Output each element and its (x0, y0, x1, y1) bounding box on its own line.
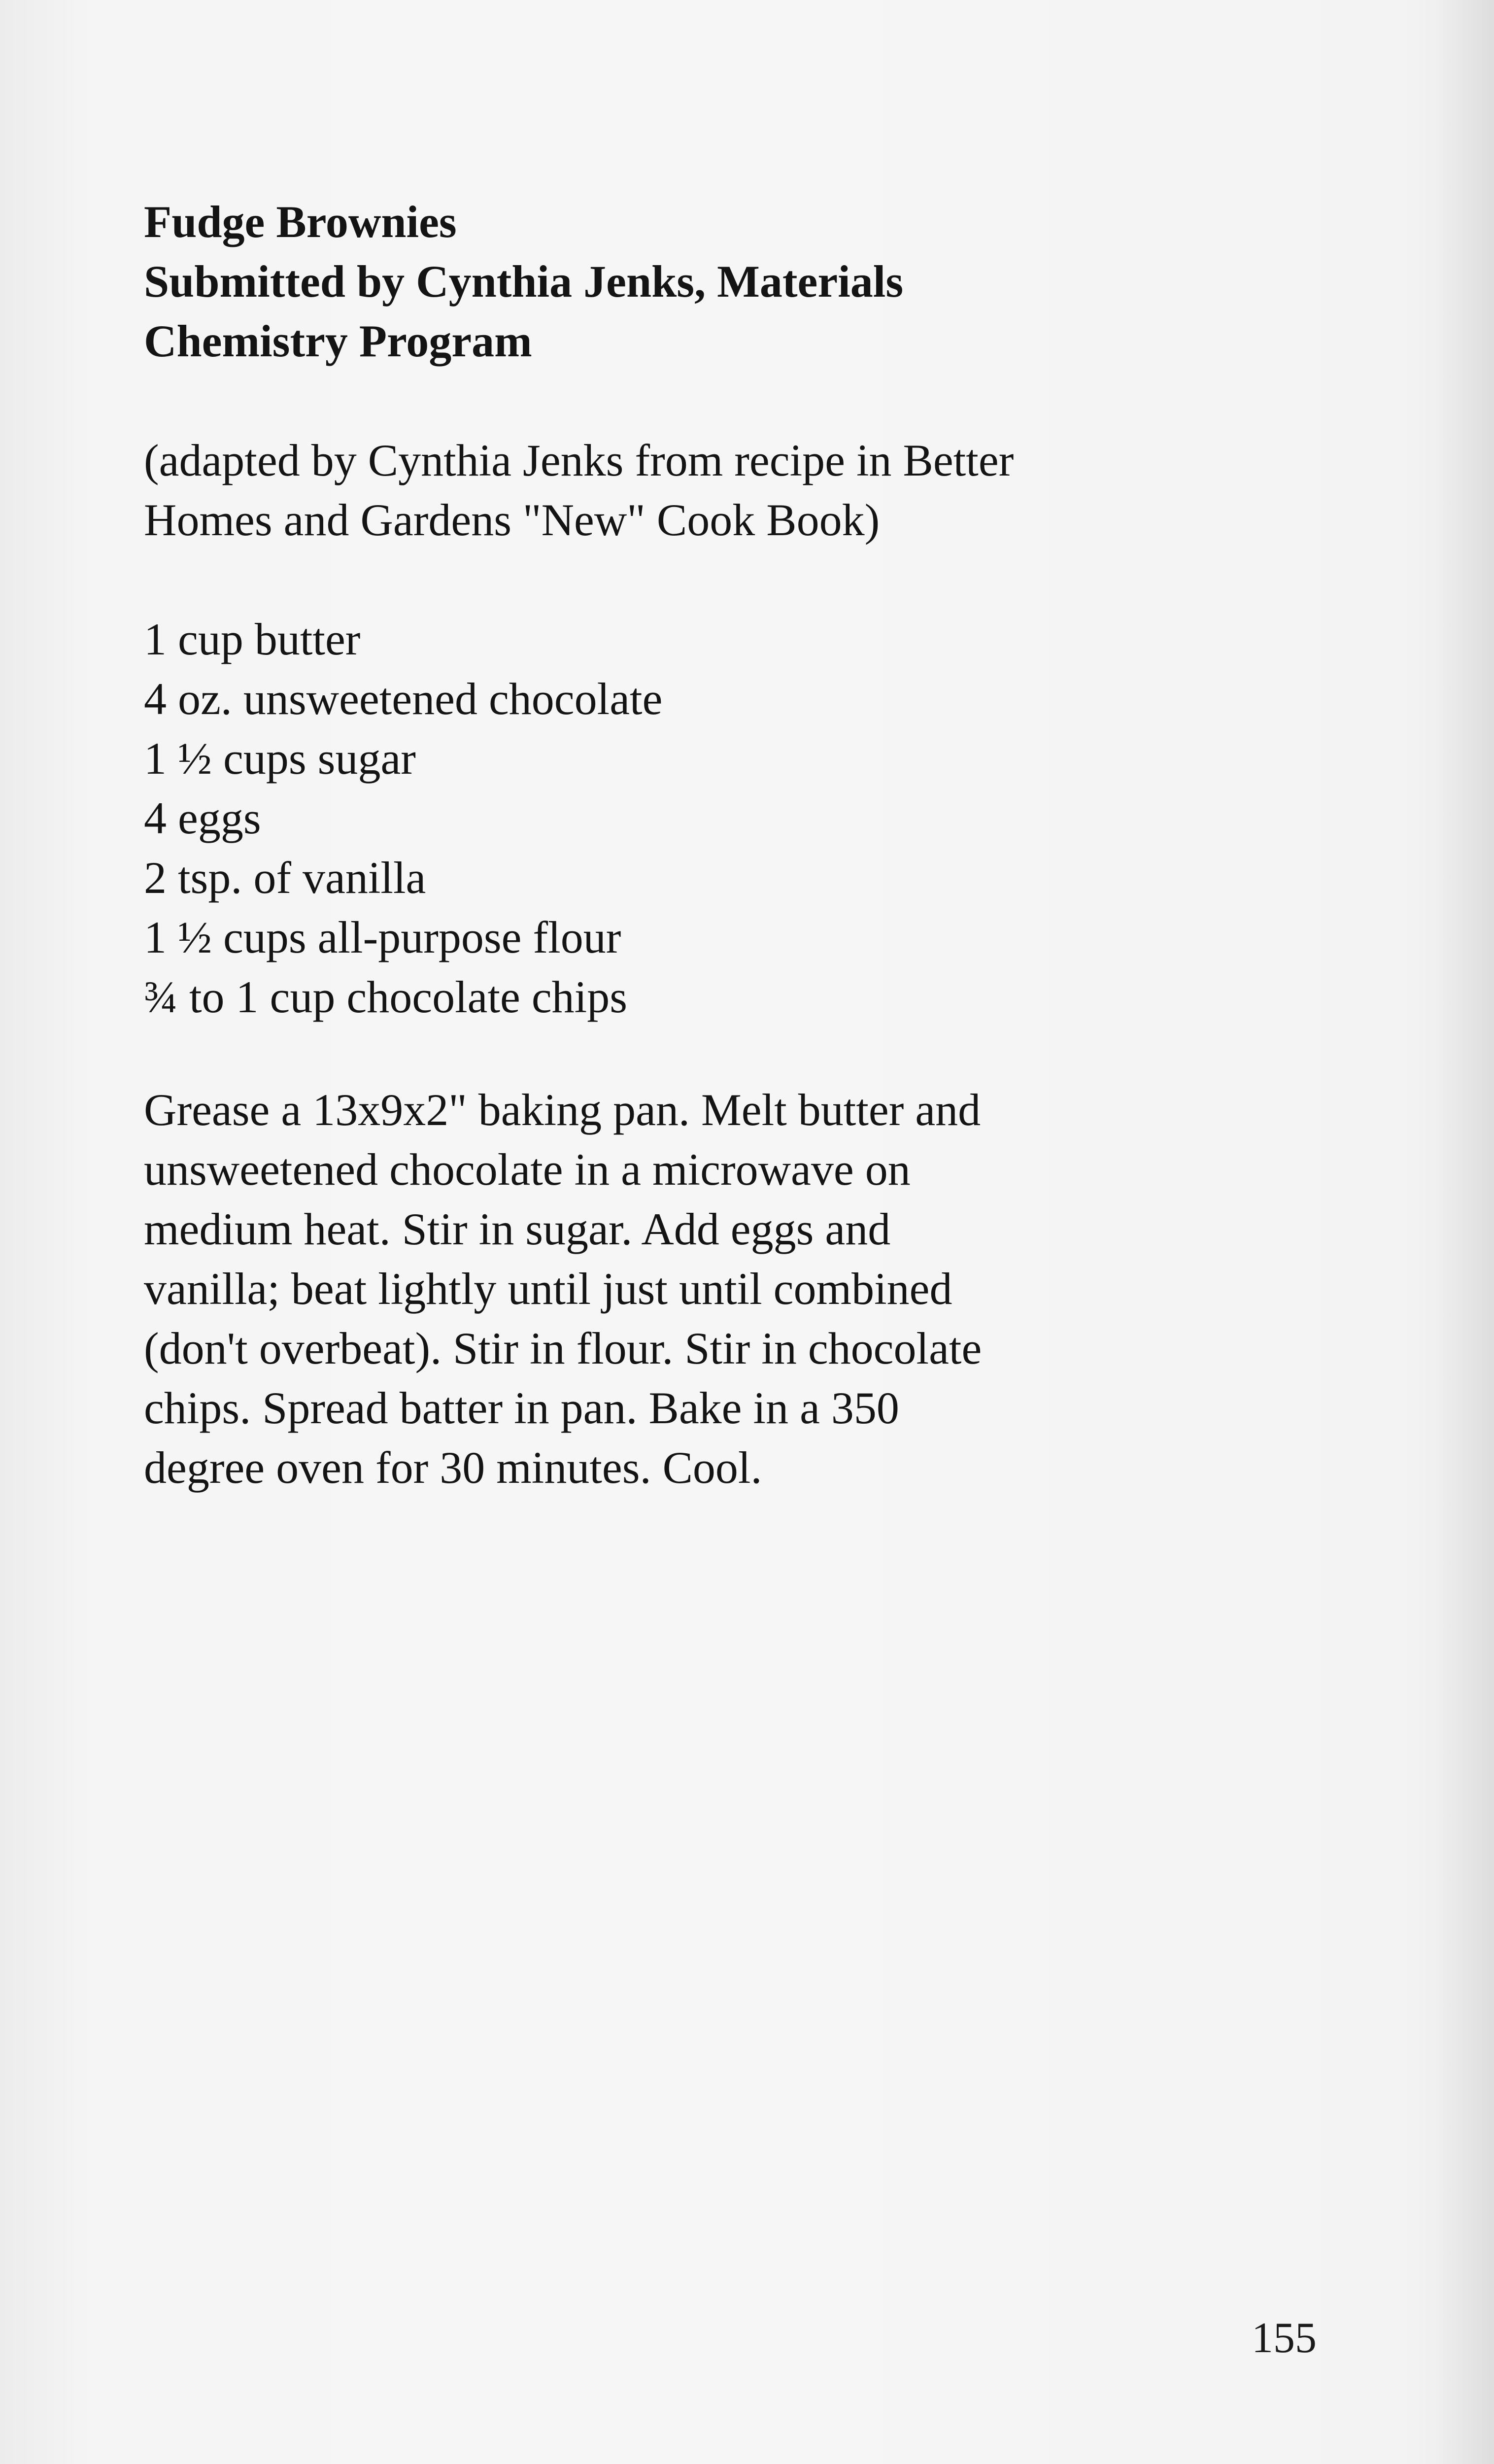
ingredient-item: 1 ½ cups sugar (144, 733, 416, 784)
recipe-submitter: Submitted by Cynthia Jenks, Materials (144, 256, 904, 307)
ingredient-list (144, 610, 1277, 1027)
direction-line: degree oven for 30 minutes. Cool. (144, 1442, 762, 1493)
ingredient-item: ¾ to 1 cup chocolate chips (144, 972, 628, 1022)
ingredient-item: 4 eggs (144, 793, 261, 843)
recipe-title-block (144, 192, 1277, 371)
page-number: 155 (1252, 2314, 1317, 2362)
source-note-line: (adapted by Cynthia Jenks from recipe in Better (144, 435, 1014, 485)
direction-line: chips. Spread batter in pan. Bake in a 350 (144, 1383, 899, 1433)
ingredient-item: 2 tsp. of vanilla (144, 853, 426, 903)
ingredient-item: 1 cup butter (144, 614, 361, 664)
recipe-title: Fudge Brownies (144, 197, 457, 247)
direction-line: vanilla; beat lightly until just until combined (144, 1264, 952, 1314)
recipe-directions (144, 1080, 1277, 1498)
direction-line: (don't overbeat). Stir in flour. Stir in chocolate (144, 1323, 982, 1373)
recipe-content (144, 192, 1277, 1498)
ingredient-item: 1 ½ cups all-purpose flour (144, 912, 621, 962)
ingredient-item: 4 oz. unsweetened chocolate (144, 674, 663, 724)
direction-line: Grease a 13x9x2" baking pan. Melt butter and (144, 1085, 981, 1135)
direction-line: medium heat. Stir in sugar. Add eggs and (144, 1204, 891, 1254)
source-note-line: Homes and Gardens "New" Cook Book) (144, 495, 880, 545)
recipe-source-note (144, 431, 1277, 550)
direction-line: unsweetened chocolate in a microwave on (144, 1144, 911, 1195)
page-edge-shadow (1435, 0, 1494, 2464)
recipe-submitter-program: Chemistry Program (144, 316, 532, 366)
